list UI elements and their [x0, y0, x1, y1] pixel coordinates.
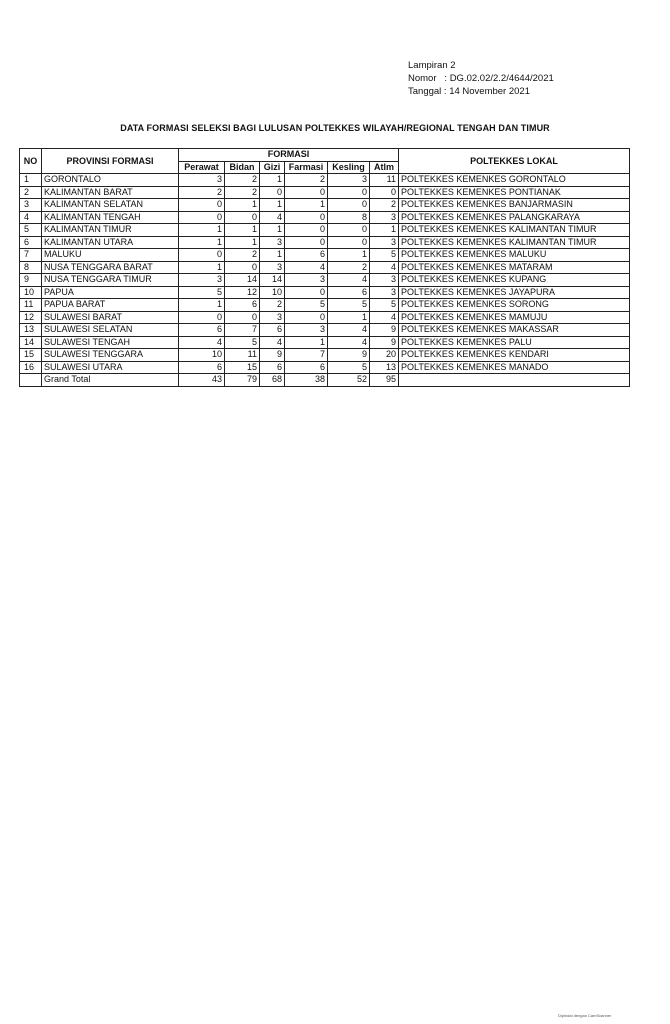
row-no: 14: [20, 336, 42, 349]
row-value: 1: [260, 174, 285, 187]
row-value: 3: [328, 174, 370, 187]
row-value: 0: [225, 211, 260, 224]
row-poltekkes: POLTEKKES KEMENKES KALIMANTAN TIMUR: [399, 224, 630, 237]
row-value: 4: [179, 336, 225, 349]
row-value: 9: [260, 349, 285, 362]
grand-total-value: 52: [328, 374, 370, 387]
table-row: [20, 211, 630, 224]
row-value: 3: [285, 274, 328, 287]
row-value: 2: [285, 174, 328, 187]
row-provinsi: SULAWESI TENGGARA: [42, 349, 179, 362]
table-row: [20, 311, 630, 324]
grand-total-value: 79: [225, 374, 260, 387]
row-no: 5: [20, 224, 42, 237]
grand-total-label: Grand Total: [42, 374, 179, 387]
row-value: 1: [179, 224, 225, 237]
subheader-cell: Gizi: [260, 161, 285, 174]
row-value: 4: [328, 274, 370, 287]
row-value: 6: [179, 324, 225, 337]
row-value: 1: [179, 299, 225, 312]
row-value: 10: [260, 286, 285, 299]
row-provinsi: PAPUA: [42, 286, 179, 299]
row-value: 2: [225, 174, 260, 187]
row-value: 1: [179, 236, 225, 249]
row-no: 1: [20, 174, 42, 187]
row-value: 3: [260, 311, 285, 324]
row-value: 3: [179, 274, 225, 287]
row-value: 0: [225, 311, 260, 324]
row-poltekkes: POLTEKKES KEMENKES PALU: [399, 336, 630, 349]
lampiran-label: Lampiran 2: [408, 60, 456, 71]
row-value: 0: [285, 224, 328, 237]
row-poltekkes: POLTEKKES KEMENKES KENDARI: [399, 349, 630, 362]
row-no: 16: [20, 361, 42, 374]
subheader-cell: Perawat: [179, 161, 225, 174]
row-provinsi: PAPUA BARAT: [42, 299, 179, 312]
row-value: 0: [285, 286, 328, 299]
row-value: 4: [260, 336, 285, 349]
row-poltekkes: POLTEKKES KEMENKES KALIMANTAN TIMUR: [399, 236, 630, 249]
row-value: 5: [370, 249, 399, 262]
row-value: 3: [370, 236, 399, 249]
row-value: 2: [225, 186, 260, 199]
row-value: 3: [370, 211, 399, 224]
header-formasi: FORMASI: [179, 149, 399, 162]
row-poltekkes: POLTEKKES KEMENKES JAYAPURA: [399, 286, 630, 299]
header-poltekkes: POLTEKKES LOKAL: [399, 149, 630, 174]
row-poltekkes: POLTEKKES KEMENKES MAMUJU: [399, 311, 630, 324]
row-no: 8: [20, 261, 42, 274]
table-row: [20, 336, 630, 349]
row-no: 9: [20, 274, 42, 287]
document-header: [408, 59, 554, 98]
row-value: 14: [260, 274, 285, 287]
header-no: NO: [20, 149, 42, 174]
subheader-cell: Bidan: [225, 161, 260, 174]
row-provinsi: SULAWESI TENGAH: [42, 336, 179, 349]
row-no: 11: [20, 299, 42, 312]
row-provinsi: KALIMANTAN UTARA: [42, 236, 179, 249]
row-value: 4: [328, 324, 370, 337]
row-value: 5: [328, 361, 370, 374]
table-row: [20, 236, 630, 249]
row-value: 2: [179, 186, 225, 199]
row-value: 1: [328, 311, 370, 324]
nomor-label: Nomor : DG.02.02/2.2/4644/2021: [408, 73, 554, 84]
row-value: 14: [225, 274, 260, 287]
row-poltekkes: POLTEKKES KEMENKES MALUKU: [399, 249, 630, 262]
row-value: 1: [328, 249, 370, 262]
row-no: 7: [20, 249, 42, 262]
row-value: 1: [285, 199, 328, 212]
row-poltekkes: POLTEKKES KEMENKES MATARAM: [399, 261, 630, 274]
row-value: 2: [328, 261, 370, 274]
grand-total-value: 95: [370, 374, 399, 387]
table-row: [20, 361, 630, 374]
subheader-cell: Farmasi: [285, 161, 328, 174]
row-value: 0: [179, 249, 225, 262]
scanner-watermark: Dipindai dengan CamScanner: [558, 1013, 612, 1018]
table-row: [20, 299, 630, 312]
row-provinsi: KALIMANTAN SELATAN: [42, 199, 179, 212]
row-value: 12: [225, 286, 260, 299]
row-provinsi: SULAWESI SELATAN: [42, 324, 179, 337]
row-value: 13: [370, 361, 399, 374]
row-value: 3: [179, 174, 225, 187]
row-value: 6: [179, 361, 225, 374]
row-provinsi: SULAWESI BARAT: [42, 311, 179, 324]
row-value: 1: [370, 224, 399, 237]
row-value: 7: [285, 349, 328, 362]
row-value: 1: [225, 236, 260, 249]
row-poltekkes: POLTEKKES KEMENKES MAKASSAR: [399, 324, 630, 337]
row-value: 0: [285, 236, 328, 249]
row-value: 10: [179, 349, 225, 362]
row-value: 2: [370, 199, 399, 212]
row-poltekkes: POLTEKKES KEMENKES PALANGKARAYA: [399, 211, 630, 224]
row-value: 0: [328, 224, 370, 237]
row-value: 0: [328, 199, 370, 212]
row-value: 0: [285, 311, 328, 324]
row-value: 9: [370, 324, 399, 337]
row-value: 4: [370, 311, 399, 324]
row-value: 0: [285, 186, 328, 199]
row-value: 6: [260, 324, 285, 337]
row-no: 15: [20, 349, 42, 362]
row-value: 11: [225, 349, 260, 362]
row-value: 11: [370, 174, 399, 187]
row-value: 3: [260, 236, 285, 249]
table-row: [20, 274, 630, 287]
row-poltekkes: POLTEKKES KEMENKES BANJARMASIN: [399, 199, 630, 212]
row-value: 0: [260, 186, 285, 199]
row-value: 0: [328, 186, 370, 199]
row-value: 5: [285, 299, 328, 312]
row-provinsi: NUSA TENGGARA TIMUR: [42, 274, 179, 287]
formasi-table: [19, 148, 630, 387]
subheader-cell: Kesling: [328, 161, 370, 174]
grand-total-value: 38: [285, 374, 328, 387]
row-provinsi: KALIMANTAN TIMUR: [42, 224, 179, 237]
row-value: 6: [225, 299, 260, 312]
row-value: 3: [370, 274, 399, 287]
row-no: 4: [20, 211, 42, 224]
row-value: 0: [179, 311, 225, 324]
row-provinsi: MALUKU: [42, 249, 179, 262]
row-value: 0: [225, 261, 260, 274]
subheader-cell: Atlm: [370, 161, 399, 174]
row-value: 6: [285, 249, 328, 262]
row-no: 13: [20, 324, 42, 337]
row-no: 3: [20, 199, 42, 212]
row-poltekkes: POLTEKKES KEMENKES GORONTALO: [399, 174, 630, 187]
row-value: 1: [260, 199, 285, 212]
grand-total-poltekkes: [399, 374, 630, 387]
table-row: [20, 261, 630, 274]
row-value: 8: [328, 211, 370, 224]
row-value: 0: [328, 236, 370, 249]
header-provinsi: PROVINSI FORMASI: [42, 149, 179, 174]
row-value: 4: [285, 261, 328, 274]
row-value: 20: [370, 349, 399, 362]
row-provinsi: KALIMANTAN TENGAH: [42, 211, 179, 224]
grand-total-no: [20, 374, 42, 387]
table-row: [20, 286, 630, 299]
row-poltekkes: POLTEKKES KEMENKES SORONG: [399, 299, 630, 312]
row-value: 1: [260, 224, 285, 237]
table-row: [20, 199, 630, 212]
row-value: 6: [260, 361, 285, 374]
row-no: 6: [20, 236, 42, 249]
row-value: 9: [328, 349, 370, 362]
row-value: 0: [285, 211, 328, 224]
row-value: 4: [328, 336, 370, 349]
grand-total-value: 43: [179, 374, 225, 387]
row-value: 6: [285, 361, 328, 374]
row-value: 2: [260, 299, 285, 312]
table-row: [20, 186, 630, 199]
row-poltekkes: POLTEKKES KEMENKES PONTIANAK: [399, 186, 630, 199]
grand-total-row: [20, 374, 630, 387]
row-value: 1: [225, 224, 260, 237]
row-value: 4: [260, 211, 285, 224]
row-value: 2: [225, 249, 260, 262]
row-value: 1: [285, 336, 328, 349]
row-value: 0: [179, 211, 225, 224]
row-value: 1: [260, 249, 285, 262]
row-no: 2: [20, 186, 42, 199]
tanggal-label: Tanggal : 14 November 2021: [408, 86, 530, 97]
table-row: [20, 349, 630, 362]
row-value: 3: [260, 261, 285, 274]
row-provinsi: SULAWESI UTARA: [42, 361, 179, 374]
row-value: 4: [370, 261, 399, 274]
row-value: 5: [328, 299, 370, 312]
row-value: 6: [328, 286, 370, 299]
row-value: 3: [370, 286, 399, 299]
row-no: 12: [20, 311, 42, 324]
row-no: 10: [20, 286, 42, 299]
row-provinsi: GORONTALO: [42, 174, 179, 187]
row-value: 9: [370, 336, 399, 349]
table-row: [20, 174, 630, 187]
table-body: [20, 174, 630, 387]
row-poltekkes: POLTEKKES KEMENKES KUPANG: [399, 274, 630, 287]
row-provinsi: KALIMANTAN BARAT: [42, 186, 179, 199]
row-value: 15: [225, 361, 260, 374]
table-row: [20, 224, 630, 237]
row-value: 1: [179, 261, 225, 274]
row-value: 5: [370, 299, 399, 312]
row-value: 1: [225, 199, 260, 212]
row-value: 0: [370, 186, 399, 199]
row-value: 5: [179, 286, 225, 299]
table-row: [20, 324, 630, 337]
row-provinsi: NUSA TENGGARA BARAT: [42, 261, 179, 274]
row-poltekkes: POLTEKKES KEMENKES MANADO: [399, 361, 630, 374]
document-title: DATA FORMASI SELEKSI BAGI LULUSAN POLTEKKES WILAYAH/REGIONAL TENGAH DAN TIMUR: [120, 123, 550, 133]
table-row: [20, 249, 630, 262]
row-value: 0: [179, 199, 225, 212]
grand-total-value: 68: [260, 374, 285, 387]
row-value: 7: [225, 324, 260, 337]
row-value: 3: [285, 324, 328, 337]
row-value: 5: [225, 336, 260, 349]
